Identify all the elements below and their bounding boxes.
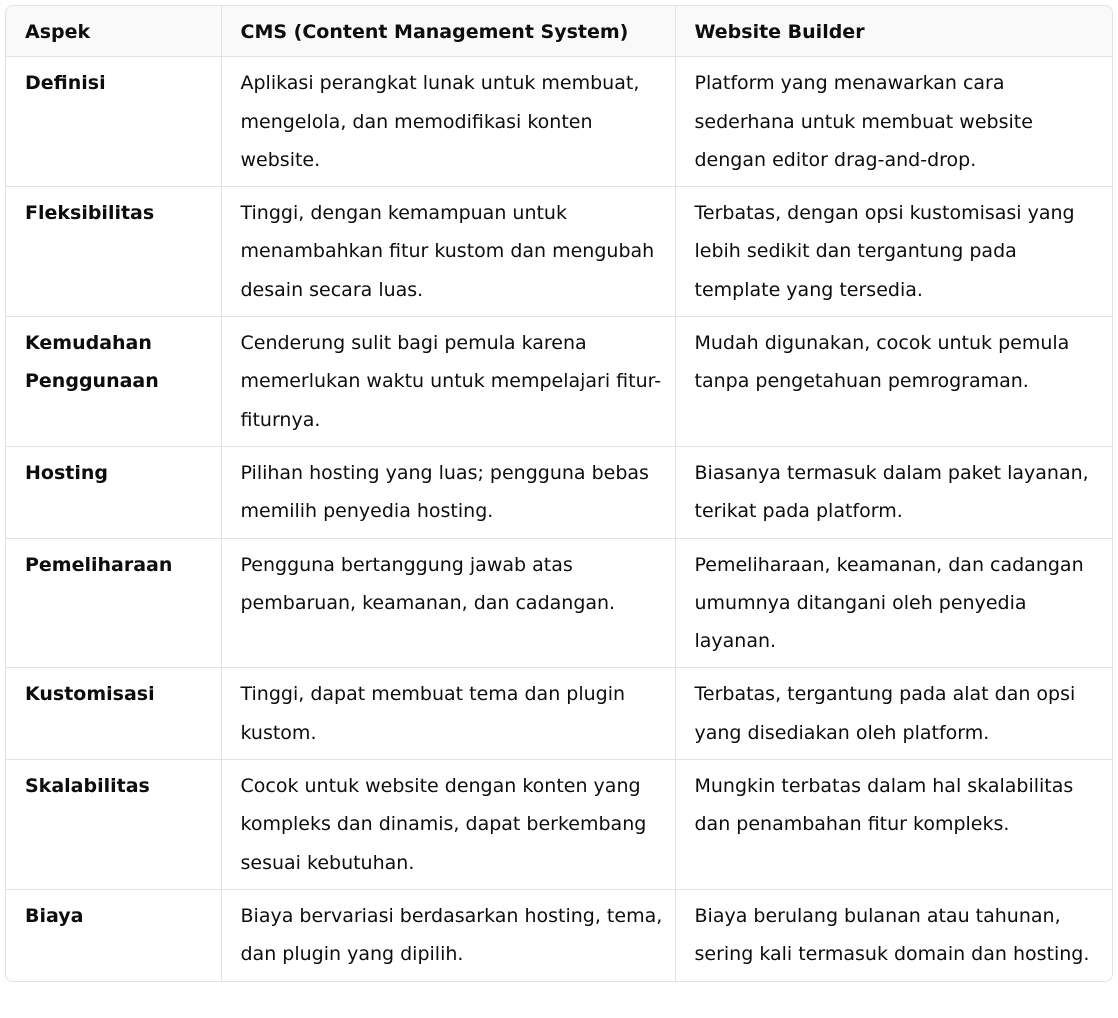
row-builder-value: Terbatas, dengan opsi kustomisasi yang lebih sedikit dan tergantung pada template yang tersedia. [675, 187, 1112, 317]
row-aspect: Biaya [6, 889, 221, 980]
row-cms-value: Pilihan hosting yang luas; pengguna bebas memilih penyedia hosting. [221, 446, 675, 538]
row-builder-value: Biasanya termasuk dalam paket layanan, terikat pada platform. [675, 446, 1112, 538]
header-cms: CMS (Content Management System) [221, 6, 675, 57]
comparison-table-container [5, 5, 1113, 982]
row-cms-value: Tinggi, dengan kemampuan untuk menambahkan fitur kustom dan mengubah desain secara luas. [221, 187, 675, 317]
row-aspect: Hosting [6, 446, 221, 538]
table-header [6, 6, 1112, 57]
table-body [6, 57, 1112, 981]
row-aspect: Fleksibilitas [6, 187, 221, 317]
table-row [6, 317, 1112, 447]
row-builder-value: Terbatas, tergantung pada alat dan opsi yang disediakan oleh platform. [675, 668, 1112, 760]
table-row [6, 57, 1112, 187]
table-row [6, 760, 1112, 890]
row-builder-value: Biaya berulang bulanan atau tahunan, sering kali termasuk domain dan hosting. [694, 904, 1090, 966]
header-aspect: Aspek [6, 6, 221, 57]
row-cms-value: Pengguna bertanggung jawab atas pembaruan, keamanan, dan cadangan. [221, 538, 675, 668]
row-cms-value: Biaya bervariasi berdasarkan hosting, tema, dan plugin yang dipilih. [221, 889, 675, 980]
table-row [6, 889, 1112, 980]
row-aspect: Skalabilitas [6, 760, 221, 890]
row-cms-value: Cocok untuk website dengan konten yang kompleks dan dinamis, dapat berkembang sesuai kebutuhan. [221, 760, 675, 890]
header-website-builder: Website Builder [675, 6, 1112, 57]
table-row [6, 187, 1112, 317]
row-builder-value: Mungkin terbatas dalam hal skalabilitas dan penambahan fitur kompleks. [675, 760, 1112, 890]
table-row [6, 446, 1112, 538]
row-cms-value: Tinggi, dapat membuat tema dan plugin kustom. [221, 668, 675, 760]
row-builder-value: Pemeliharaan, keamanan, dan cadangan umumnya ditangani oleh penyedia layanan. [675, 538, 1112, 668]
row-aspect: Definisi [6, 57, 221, 187]
header-row [6, 6, 1112, 57]
row-builder-value: Platform yang menawarkan cara sederhana untuk membuat website dengan editor drag-and-drop. [675, 57, 1112, 187]
table-row [6, 538, 1112, 668]
row-builder-value: Mudah digunakan, cocok untuk pemula tanpa pengetahuan pemrograman. [675, 317, 1112, 447]
comparison-table [6, 6, 1112, 981]
row-aspect: Kemudahan Penggunaan [6, 317, 221, 447]
table-row [6, 668, 1112, 760]
row-aspect: Pemeliharaan [6, 538, 221, 668]
row-aspect: Kustomisasi [6, 668, 221, 760]
row-cms-value: Cenderung sulit bagi pemula karena memerlukan waktu untuk mempelajari fitur-fiturnya. [221, 317, 675, 447]
row-cms-value: Aplikasi perangkat lunak untuk membuat, mengelola, dan memodifikasi konten website. [221, 57, 675, 187]
